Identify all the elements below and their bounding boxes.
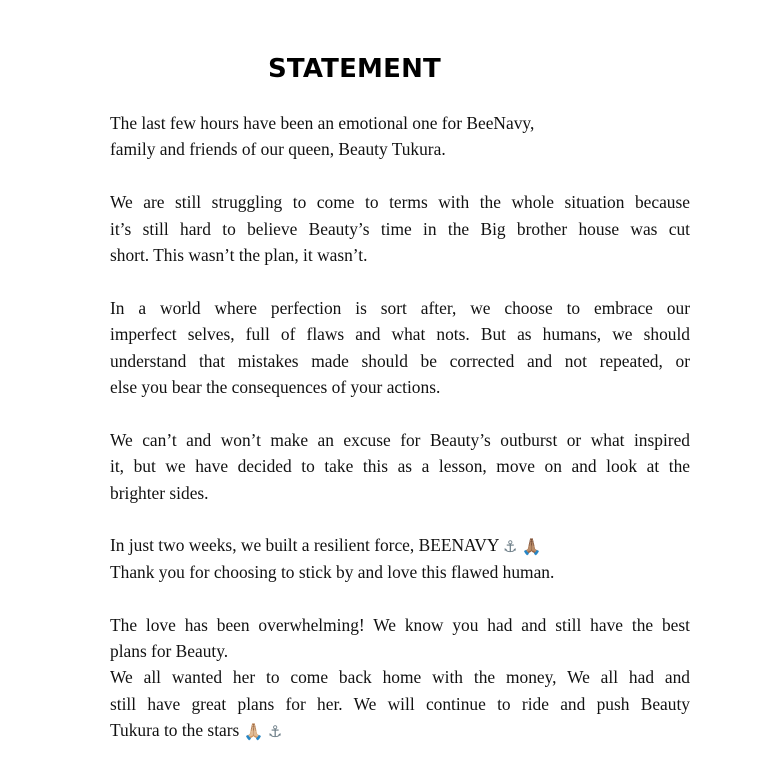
line-text: The love has been overwhelming! We know you had and still have the best <box>110 614 690 635</box>
line-text: We can’t and won’t make an excuse for Beauty’s outburst or what inspired <box>110 429 690 450</box>
line-text: We are still struggling to come to terms with the whole situation because <box>110 192 690 213</box>
text-line <box>110 348 690 374</box>
anchor-icon: ⚓ <box>267 722 283 742</box>
line-text: brighter sides. <box>110 482 209 503</box>
line-text: imperfect selves, full of flaws and what nots. But as humans, we should <box>110 324 690 345</box>
text-line <box>110 638 690 664</box>
text-line <box>110 559 690 585</box>
statement-body <box>110 110 690 770</box>
line-text: still have great plans for her. We will continue to ride and push Beauty <box>110 693 690 714</box>
praying-hands-icon: 🙏🏽 <box>521 537 542 557</box>
line-text: short. This wasn’t the plan, it wasn’t. <box>110 245 368 266</box>
line-text: family and friends of our queen, Beauty Tukura. <box>110 139 446 160</box>
text-line <box>110 374 690 400</box>
text-line <box>110 532 690 558</box>
text-line <box>110 664 690 690</box>
text-line <box>110 427 690 453</box>
text-line <box>110 242 690 268</box>
text-line <box>110 691 690 717</box>
line-text: In a world where perfection is sort after, we choose to embrace our <box>110 297 690 318</box>
text-line <box>110 717 690 743</box>
paragraph <box>110 295 690 401</box>
anchor-icon: ⚓ <box>503 537 518 557</box>
text-line <box>110 480 690 506</box>
text-line <box>110 295 690 321</box>
text-line <box>110 189 690 215</box>
text-line <box>110 136 690 162</box>
text-line <box>110 453 690 479</box>
text-line <box>110 612 690 638</box>
praying-hands-icon: 🙏🏼 <box>243 722 264 742</box>
line-text: it’s still hard to believe Beauty’s time in the Big brother house was cut <box>110 218 690 239</box>
line-text: plans for Beauty. <box>110 641 229 662</box>
line-text: The last few hours have been an emotional one for BeeNavy, <box>110 113 535 133</box>
paragraph <box>110 110 690 163</box>
text-line <box>110 216 690 242</box>
line-text: We all wanted her to come back home with the money, We all had and <box>110 667 690 688</box>
line-text: else you bear the consequences of your actions. <box>110 377 441 398</box>
paragraph <box>110 427 690 506</box>
line-text: understand that mistakes made should be corrected and not repeated, or <box>110 350 690 371</box>
line-text: Tukura to the stars <box>110 720 240 741</box>
line-text: Thank you for choosing to stick by and love this flawed human. <box>110 561 555 582</box>
paragraph <box>110 189 690 268</box>
line-text: In just two weeks, we built a resilient force, BEENAVY <box>110 535 499 556</box>
line-text: it, but we have decided to take this as a lesson, move on and look at the <box>110 456 690 477</box>
text-line <box>110 321 690 347</box>
paragraph <box>110 612 690 744</box>
paragraph <box>110 532 690 585</box>
statement-title: STATEMENT <box>268 54 441 84</box>
text-line <box>110 110 690 136</box>
